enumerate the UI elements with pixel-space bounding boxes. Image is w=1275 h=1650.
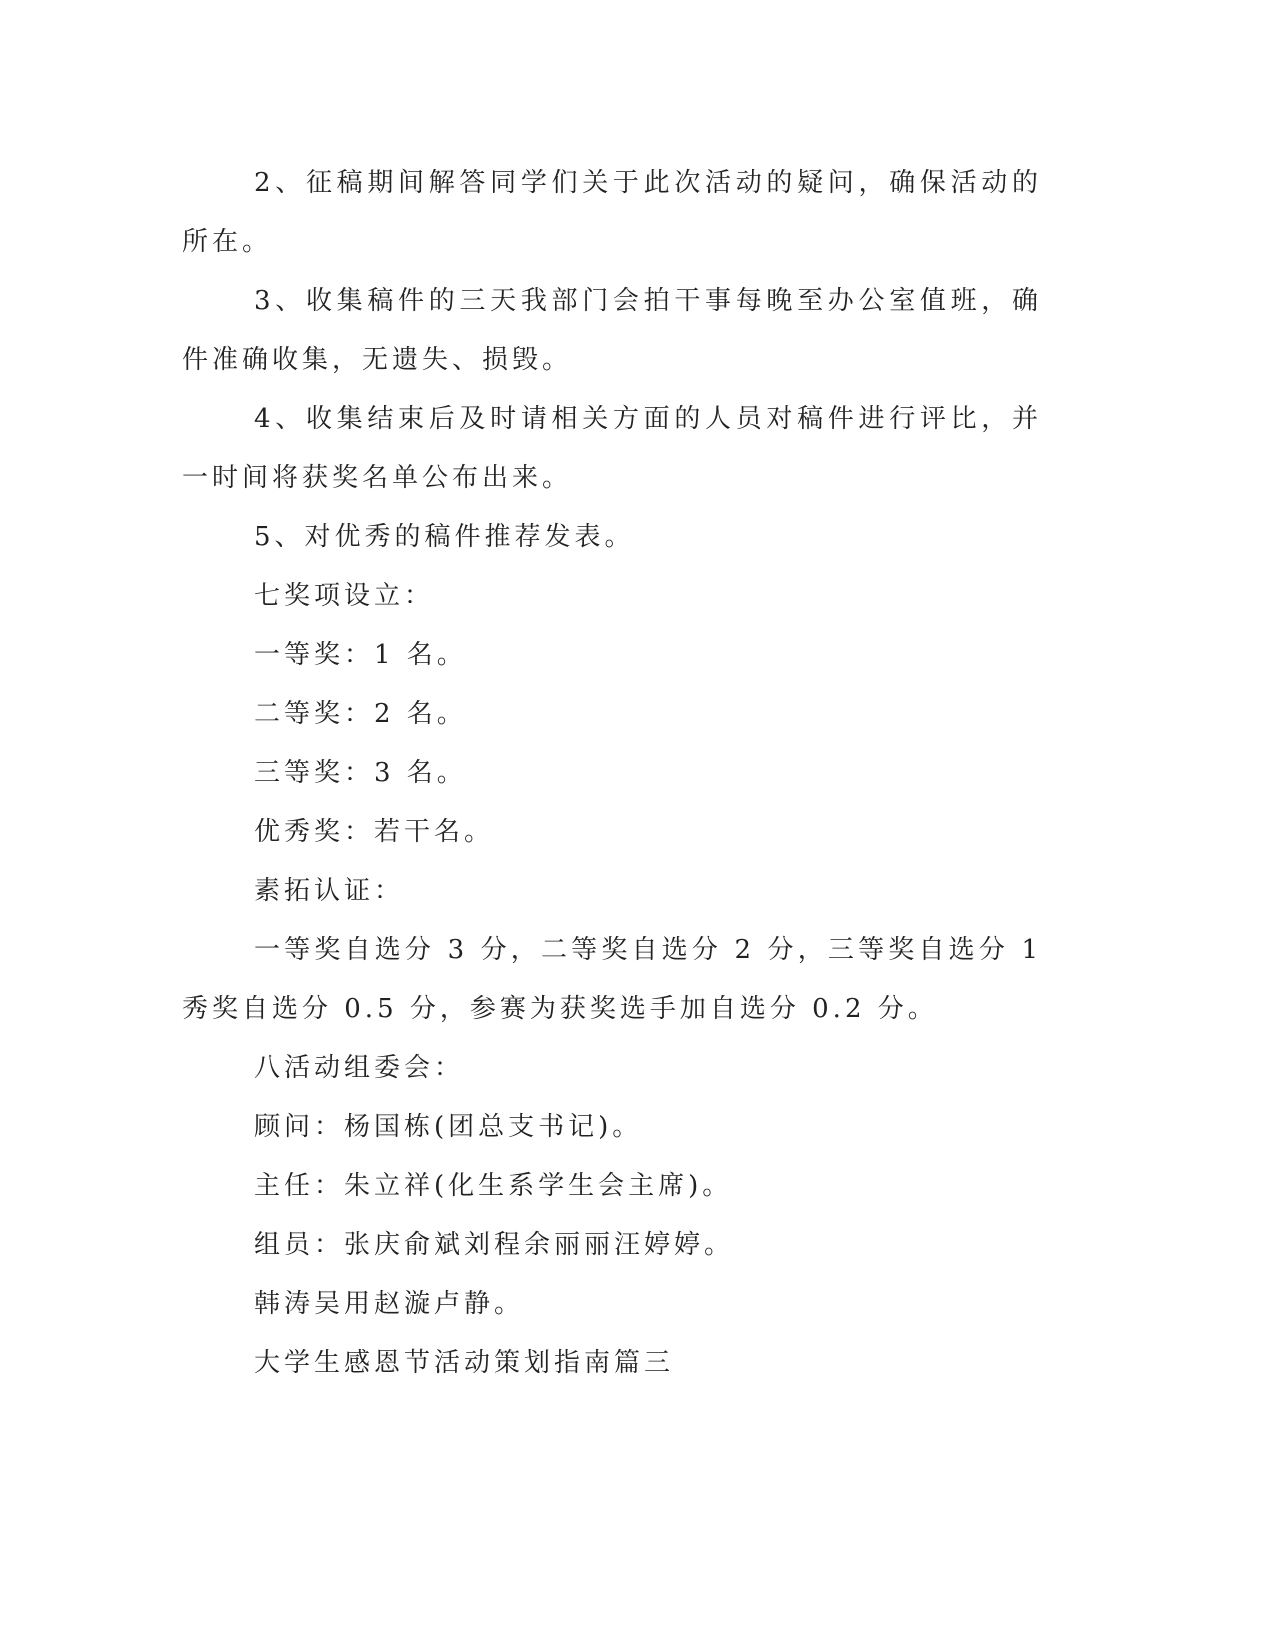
section-heading: 大学生感恩节活动策划指南篇三 — [254, 1348, 675, 1378]
text-line: 一时间将获奖名单公布出来。 — [182, 463, 573, 493]
document-body — [182, 154, 1042, 1393]
text-line: 二等奖：2 名。 — [254, 699, 467, 729]
text-line: 顾问：杨国栋(团总支书记)。 — [254, 1112, 643, 1142]
section-heading: 八活动组委会： — [254, 1053, 465, 1083]
text-line: 韩涛吴用赵漩卢静。 — [254, 1289, 525, 1319]
text-line: 组员：张庆俞斌刘程余丽丽汪婷婷。 — [254, 1230, 735, 1260]
text-line: 5、对优秀的稿件推荐发表。 — [254, 522, 635, 552]
text-line: 2、征稿期间解答同学们关于此次活动的疑问，确保活动的 — [254, 168, 1042, 198]
text-line: 3、收集稿件的三天我部门会拍干事每晚至办公室值班，确 — [254, 286, 1042, 316]
section-heading: 素拓认证： — [254, 876, 405, 906]
text-line: 秀奖自选分 0.5 分，参赛为获奖选手加自选分 0.2 分。 — [182, 994, 938, 1024]
section-heading: 七奖项设立： — [254, 581, 435, 611]
text-line: 主任：朱立祥(化生系学生会主席)。 — [254, 1171, 733, 1201]
text-line: 所在。 — [182, 227, 273, 257]
text-line: 件准确收集，无遗失、损毁。 — [182, 345, 573, 375]
text-line: 一等奖：1 名。 — [254, 640, 467, 670]
text-line: 优秀奖：若干名。 — [254, 817, 495, 847]
text-line: 一等奖自选分 3 分，二等奖自选分 2 分，三等奖自选分 1 — [254, 935, 1042, 965]
text-line: 三等奖：3 名。 — [254, 758, 467, 788]
text-line: 4、收集结束后及时请相关方面的人员对稿件进行评比，并 — [254, 404, 1042, 434]
